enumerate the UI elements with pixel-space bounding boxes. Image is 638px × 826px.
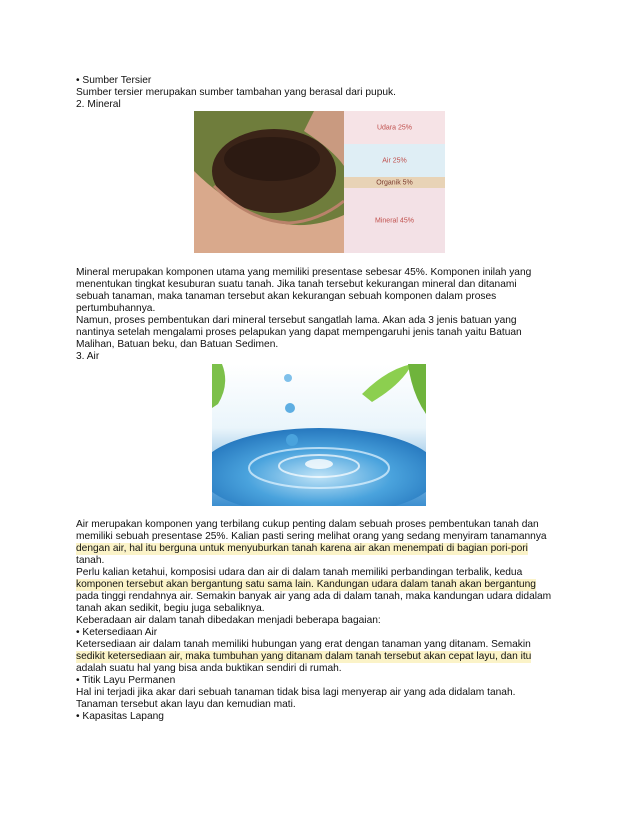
paragraph-line: sedikit ketersediaan air, maka tumbuhan yang ditanam dalam tanah tersebut akan cepat layu, dan itu — [76, 651, 532, 662]
heading-sumber-tersier: • Sumber Tersier — [76, 75, 152, 86]
segment-mineral: Mineral 45% — [344, 188, 445, 253]
paragraph-line: tanah akan sedikit, begiu juga sebaliknya. — [76, 603, 265, 614]
paragraph-line: adalah suatu hal yang bisa anda buktikan sendiri di rumah. — [76, 663, 342, 674]
paragraph-line: menentukan tingkat kesuburan suatu tanah. Jika tanah tersebut kekurangan mineral dan ditanami — [76, 279, 517, 290]
bullet-titik-layu-permanen: • Titik Layu Permanen — [76, 675, 176, 686]
segment-air: Air 25% — [344, 144, 445, 177]
paragraph-line: pada tinggi rendahnya air. Semakin banyak air yang ada di dalam tanah, maka kandungan udara didalam — [76, 591, 552, 602]
paragraph-line: Perlu kalian ketahui, komposisi udara dan air di dalam tanah memiliki perbandingan terbalik, kedua — [76, 567, 523, 578]
paragraph-line: sebuah tanaman, maka tanaman tersebut akan kekurangan sebuah komponen dalam proses — [76, 291, 497, 302]
paragraph-line: Hal ini terjadi jika akar dari sebuah tanaman tidak bisa lagi menyerap air yang ada didalam tanah. — [76, 687, 516, 698]
water-drop-photo — [212, 364, 426, 506]
soil-composition-figure — [194, 111, 445, 253]
paragraph-line: memiliki sebuah presentase 25%. Kalian pasti sering melihat orang yang sedang menyiram tanamannya — [76, 531, 547, 542]
paragraph-line: Ketersediaan air dalam tanah memiliki hubungan yang erat dengan tanaman yang ditanam. Semakin — [76, 639, 531, 650]
heading-air: 3. Air — [76, 351, 100, 362]
paragraph-line: Tanaman tersebut akan layu dan kemudian mati. — [76, 699, 296, 710]
paragraph-line: pertumbuhannya. — [76, 303, 156, 314]
segment-udara: Udara 25% — [344, 111, 445, 144]
heading-mineral: 2. Mineral — [76, 99, 121, 110]
paragraph-line: Mineral merupakan komponen utama yang memiliki presentase sebesar 45%. Komponen inilah yang — [76, 267, 532, 278]
paragraph-line: Sumber tersier merupakan sumber tambahan yang berasal dari pupuk. — [76, 87, 396, 98]
paragraph-line: Air merupakan komponen yang terbilang cukup penting dalam sebuah proses pembentukan tanah dan — [76, 519, 539, 530]
segment-organik: Organik 5% — [344, 177, 445, 188]
paragraph-line: dengan air, hal itu berguna untuk menyuburkan tanah karena air akan menempati di bagian pori-pori — [76, 543, 528, 554]
soil-composition-legend — [344, 111, 445, 253]
soil-in-hands-photo — [194, 111, 344, 253]
bullet-ketersediaan-air: • Ketersediaan Air — [76, 627, 158, 638]
paragraph-line: Malihan, Batuan beku, dan Batuan Sedimen. — [76, 339, 279, 350]
paragraph-line: Namun, proses pembentukan dari mineral tersebut sangatlah lama. Akan ada 3 jenis batuan yang — [76, 315, 517, 326]
paragraph-line: komponen tersebut akan bergantung satu sama lain. Kandungan udara dalam tanah akan bergantung — [76, 579, 536, 590]
paragraph-line: Keberadaan air dalam tanah dibedakan menjadi beberapa bagaian: — [76, 615, 381, 626]
paragraph-line: nantinya setelah mengalami proses pelapukan yang dapat mempengaruhi jenis tanah yaitu Batuan — [76, 327, 522, 338]
paragraph-line: tanah. — [76, 555, 105, 566]
bullet-kapasitas-lapang: • Kapasitas Lapang — [76, 711, 164, 722]
